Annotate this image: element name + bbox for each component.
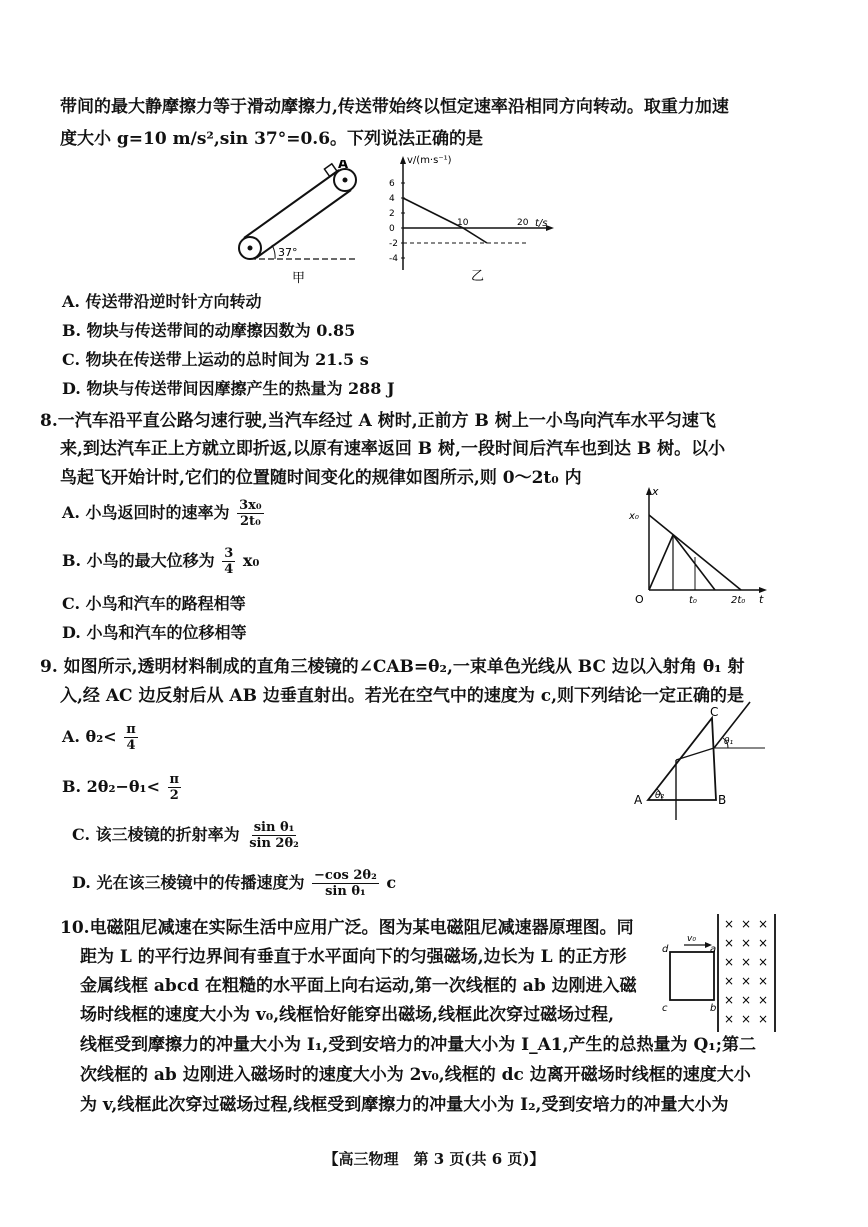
q7-text-line2: 度大小 g=10 m/s²,sin 37°=0.6。下列说法正确的是 [60,129,484,149]
q8-text-line1: 8.一汽车沿平直公路匀速行驶,当汽车经过 A 树时,正前方 B 树上一小鸟向汽车水平匀速飞 [40,411,716,431]
q7-option-d: D. 物块与传送带间因摩擦产生的热量为 288 J [62,379,395,398]
q9-option-d-post: c [386,873,397,892]
y-tick-label: -2 [389,239,398,249]
q9-text-line1: 9. 如图所示,透明材料制成的直角三棱镜的∠CAB=θ₂,一束单色光线从 BC 边以入射角 θ₁ 射 [40,657,745,677]
magnetic-field-cross: × [741,974,752,988]
q9-option-c-den: sin 2θ₂ [249,836,299,851]
q10-text-line1: 10.电磁阻尼减速在实际生活中应用广泛。图为某电磁阻尼减速器原理图。同 [60,918,634,938]
q8-option-a-num: 3x₀ [239,498,262,513]
q9-option-c [72,820,303,851]
prism-figure [628,700,778,834]
page-footer: 【高三物理 第 3 页(共 6 页)】 [323,1150,545,1168]
q10-text-line6: 次线框的 ab 边刚进入磁场时的速度大小为 2v₀,线框的 dc 边离开磁场时线框的速度大小 [80,1065,751,1085]
xt-x-axis-label: t [759,593,764,605]
q8-text-line2: 来,到达汽车正上方就立即折返,以原有速率返回 B 树,一段时间后汽车也到达 B 树。以小 [60,439,726,459]
angle-37-label: 37° [278,246,298,259]
y-tick-label: 2 [389,209,395,219]
prism-label-b: B [718,793,727,807]
magnetic-field-cross: × [758,936,769,950]
q9-option-d-den: sin θ₁ [325,884,366,899]
q8-option-b-num: 3 [224,546,234,561]
prism-theta2-label: θ₂ [655,791,665,801]
q8-option-c: C. 小鸟和汽车的路程相等 [62,594,246,613]
q8-option-b-post: x₀ [242,551,260,570]
xt-2t0-label: 2t₀ [731,595,746,605]
magnetic-field-cross: × [741,936,752,950]
prism-label-a: A [634,793,643,807]
magnetic-field-cross: × [758,955,769,969]
magnetic-field-cross: × [758,1012,769,1026]
q9-option-b-num: π [169,772,180,787]
q8-option-b [62,546,259,577]
xt-t0-label: t₀ [689,595,697,605]
q9-option-b-den: 2 [169,788,179,803]
y-tick-label: 4 [389,194,395,204]
magnetic-field-cross: × [724,955,735,969]
magnetic-field-cross: × [741,917,752,931]
prism-label-c: C [710,705,719,719]
magnetic-field-cross: × [724,993,735,1007]
corner-b-label: b [710,1003,717,1014]
magnetic-field-cross: × [741,993,752,1007]
xt-graph-figure [625,485,770,609]
q9-option-b [62,772,183,803]
x-tick-label: 10 [457,218,469,228]
x-axis-label: t/s [535,218,548,229]
q9-option-d [72,868,396,899]
q8-option-d: D. 小鸟和汽车的位移相等 [62,623,247,642]
q10-text-line2: 距为 L 的平行边界间有垂直于水平面向下的匀强磁场,边长为 L 的正方形 [80,947,627,967]
corner-a-label: a [710,944,717,955]
magnetic-field-cross: × [758,917,769,931]
velocity-series-line [403,198,487,243]
magnetic-field-cross: × [724,1012,735,1026]
q8-option-a-den: 2t₀ [240,514,261,529]
y-axis-arrow [400,156,406,164]
q7-option-a: A. 传送带沿逆时针方向转动 [62,292,262,311]
xt-x0-label: x₀ [629,511,639,522]
q8-option-a-fraction [237,498,264,529]
y-axis-label: v/(m·s⁻¹) [407,155,452,166]
q7-option-b: B. 物块与传送带间的动摩擦因数为 0.85 [62,321,356,340]
magnetic-field-cross: × [758,974,769,988]
corner-d-label: d [662,944,669,955]
q9-option-a-text: A. θ₂< [62,727,117,746]
q10-text-line5: 线框受到摩擦力的冲量大小为 I₁,受到安培力的冲量大小为 I_A1,产生的总热量为 Q₁;第二 [80,1035,756,1055]
y-tick-label: -4 [389,254,398,264]
magnetic-field-cross: × [758,993,769,1007]
magnetic-field-cross: × [741,1012,752,1026]
x-tick-label: 20 [517,218,529,228]
magnetic-field-cross: × [741,955,752,969]
q9-option-d-fraction [312,868,379,899]
q9-option-a [62,722,140,753]
q10-text-line7: 为 v,线框此次穿过磁场过程,线框受到摩擦力的冲量大小为 I₂,受到安培力的冲量大小为 [80,1095,729,1115]
q9-option-c-num: sin θ₁ [253,820,295,835]
magnetic-field-figure [660,912,780,1038]
q10-text-line4: 场时线框的速度大小为 v₀,线框恰好能穿出磁场,线框此次穿过磁场过程, [80,1005,614,1025]
q10-text-line3: 金属线框 abcd 在粗糙的水平面上向右运动,第一次线框的 ab 边刚进入磁 [80,976,637,996]
conveyor-figure [230,160,370,294]
q9-option-a-den: 4 [126,738,136,753]
vt-chart-figure [385,150,565,294]
prism-theta1-label: θ₁ [724,737,734,747]
q9-option-c-text: C. 该三棱镜的折射率为 [72,825,240,844]
magnetic-field-cross: × [724,974,735,988]
magnetic-field-cross: × [724,917,735,931]
q8-option-b-den: 4 [224,562,234,577]
q9-option-d-num: −cos 2θ₂ [314,868,377,883]
q7-text-line1: 带间的最大静摩擦力等于滑动摩擦力,传送带始终以恒定速率沿相同方向转动。取重力加速 [60,97,729,117]
magnetic-field-cross: × [724,936,735,950]
fig-yi-caption: 乙 [471,269,485,284]
q8-option-b-text: B. 小鸟的最大位移为 [62,551,215,570]
y-tick-label: 6 [389,179,395,189]
q9-option-b-text: B. 2θ₂−θ₁< [62,777,160,796]
q9-text-line2: 入,经 AC 边反射后从 AB 边垂直射出。若光在空气中的速度为 c,则下列结论一定正确的是 [60,686,745,706]
point-a-label: A [338,160,349,172]
velocity-label: v₀ [687,934,696,944]
xt-y-axis-label: x [652,485,659,498]
q9-option-a-fraction [124,722,138,753]
xt-origin-label: O [635,593,644,605]
q8-text-line3: 鸟起飞开始计时,它们的位置随时间变化的规律如图所示,则 0～2t₀ 内 [60,468,582,488]
q8-option-b-fraction [222,546,235,577]
q7-option-c: C. 物块在传送带上运动的总时间为 21.5 s [62,350,369,369]
q8-option-a [62,498,266,529]
q8-option-a-text: A. 小鸟返回时的速率为 [62,503,230,522]
q9-option-c-fraction [247,820,301,851]
y-tick-label: 0 [389,224,395,234]
corner-c-label: c [662,1003,668,1014]
q9-option-a-num: π [126,722,136,737]
q9-option-d-text: D. 光在该三棱镜中的传播速度为 [72,873,305,892]
fig-jia-caption: 甲 [292,271,306,286]
q9-option-b-fraction [168,772,182,803]
